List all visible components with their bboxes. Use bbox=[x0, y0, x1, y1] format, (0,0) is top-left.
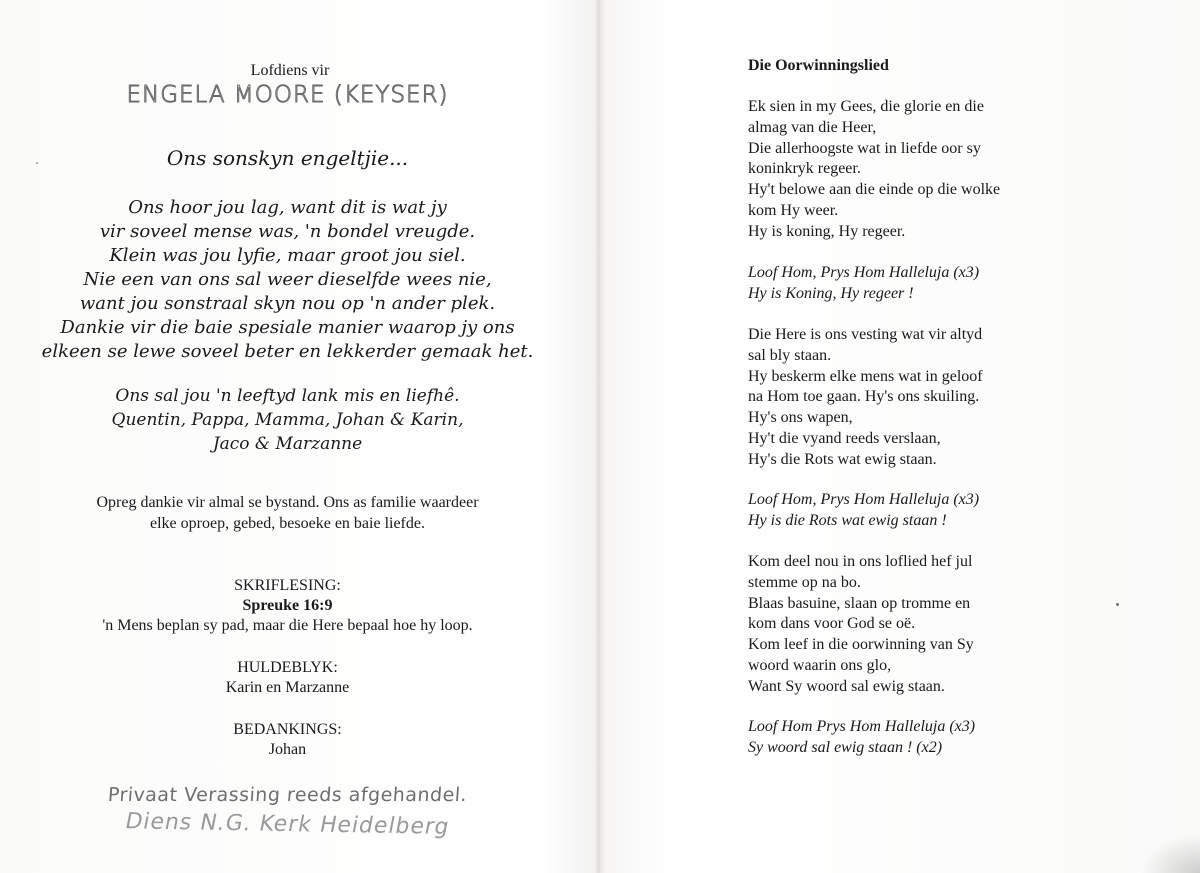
chorus-line: Loof Hom, Prys Hom Halleluja (x3) bbox=[748, 264, 980, 281]
chorus-line: Loof Hom Prys Hom Halleluja (x3) bbox=[748, 718, 976, 735]
lyric-line: na Hom toe gaan. Hy's ons skuiling. bbox=[748, 388, 980, 406]
lyric-line: Hy beskerm elke mens wat in geloof bbox=[748, 367, 983, 385]
acknowledgements-heading: BEDANKINGS: bbox=[233, 721, 342, 738]
thanks-note bbox=[0, 492, 575, 534]
lyric-line: Die Here is ons vesting wat vir altyd bbox=[748, 326, 983, 343]
lyric-line: stemme op na bo. bbox=[748, 573, 861, 591]
tribute-heading-label: HULDEBLYK: bbox=[237, 659, 338, 676]
service-label: Lofdiens vir bbox=[250, 62, 330, 79]
poem-line: Dankie vir die baie spesiale manier waarop jy ons bbox=[60, 317, 515, 338]
chorus-line: Hy is die Rots wat ewig staan ! bbox=[748, 511, 947, 529]
song-stanza-1 bbox=[748, 97, 1178, 243]
poem-line: vir soveel mense was, 'n bondel vreugde. bbox=[99, 221, 476, 242]
song-chorus-3 bbox=[748, 717, 1178, 759]
reading-heading: SKRIFLESING: bbox=[234, 577, 341, 594]
acknowledgements-section bbox=[0, 720, 575, 760]
poem-line: want jou sonstraal skyn nou op 'n ander plek. bbox=[79, 293, 496, 314]
tribute-poem bbox=[0, 196, 575, 364]
paper-speck bbox=[1116, 603, 1119, 606]
tribute-heading: Ons sonskyn engeltjie... bbox=[166, 146, 409, 170]
poem-line: Nie een van ons sal weer dieselfde wees nie, bbox=[83, 269, 492, 290]
family-signoff bbox=[0, 384, 575, 456]
lyric-line: sal bly staan. bbox=[748, 346, 832, 364]
lyric-line: Hy't belowe aan die einde op die wolke bbox=[748, 181, 1001, 199]
signoff-line: Quentin, Pappa, Mamma, Johan & Karin, bbox=[111, 410, 464, 430]
page-fold bbox=[596, 0, 600, 873]
name-logo: ENGELA MOORE (KEYSER) bbox=[126, 82, 449, 108]
lyric-line: Kom deel nou in ons loflied hef jul bbox=[748, 553, 973, 570]
reading-text: 'n Mens beplan sy pad, maar die Here bepaal hoe hy loop. bbox=[102, 617, 473, 634]
left-page bbox=[0, 0, 580, 873]
lyric-line: Kom leef in die oorwinning van Sy bbox=[748, 636, 974, 654]
tribute-section bbox=[0, 658, 575, 698]
handwritten-note: Privaat Verassing reeds afgehandel. bbox=[107, 784, 468, 806]
paper-speck bbox=[36, 162, 38, 164]
poem-line: Klein was jou lyfie, maar groot jou siel. bbox=[109, 245, 466, 266]
signoff-line: Ons sal jou 'n leeftyd lank mis en liefhê. bbox=[115, 386, 460, 406]
thanks-line: elke oproep, gebed, besoeke en baie liefde. bbox=[150, 515, 425, 532]
lyric-line: Hy's die Rots wat ewig staan. bbox=[748, 450, 937, 468]
thanks-line: Opreg dankie vir almal se bystand. Ons as familie waardeer bbox=[96, 494, 479, 511]
handwritten-location: Diens N.G. Kerk Heidelberg bbox=[123, 809, 452, 840]
acknowledgements-names: Johan bbox=[268, 741, 307, 758]
right-page bbox=[748, 0, 1178, 873]
song-chorus-2 bbox=[748, 490, 1178, 532]
lyric-line: Ek sien in my Gees, die glorie en die bbox=[748, 98, 984, 115]
signoff-line: Jaco & Marzanne bbox=[212, 434, 363, 454]
lyric-line: woord waarin ons glo, bbox=[748, 656, 892, 674]
song-chorus-1 bbox=[748, 263, 1178, 305]
poem-line: Ons hoor jou lag, want dit is wat jy bbox=[128, 197, 447, 218]
lyric-line: kom Hy weer. bbox=[748, 201, 839, 219]
lyric-line: Hy't die vyand reeds verslaan, bbox=[748, 429, 941, 447]
poem-line: elkeen se lewe soveel beter en lekkerder gemaak het. bbox=[41, 341, 534, 362]
lyric-line: Hy's ons wapen, bbox=[748, 409, 853, 427]
chorus-line: Loof Hom, Prys Hom Halleluja (x3) bbox=[748, 491, 980, 508]
lyric-line: almag van die Heer, bbox=[748, 118, 877, 136]
tribute-names: Karin en Marzanne bbox=[225, 679, 350, 696]
lyric-line: Die allerhoogste wat in liefde oor sy bbox=[748, 139, 981, 157]
lyric-line: Hy is koning, Hy regeer. bbox=[748, 222, 906, 240]
chorus-line: Hy is Koning, Hy regeer ! bbox=[748, 284, 914, 302]
lyric-line: Blaas basuine, slaan op tromme en bbox=[748, 594, 971, 612]
lyric-line: kom dans voor God se oë. bbox=[748, 615, 916, 633]
song-stanza-3 bbox=[748, 552, 1178, 698]
lyric-line: Want Sy woord sal ewig staan. bbox=[748, 677, 945, 695]
chorus-line: Sy woord sal ewig staan ! (x2) bbox=[748, 738, 943, 756]
scripture-reading bbox=[0, 576, 575, 636]
reading-reference: Spreuke 16:9 bbox=[242, 597, 333, 614]
lyric-line: koninkryk regeer. bbox=[748, 160, 861, 178]
song-title: Die Oorwinningslied bbox=[748, 57, 889, 74]
song-stanza-2 bbox=[748, 325, 1178, 471]
